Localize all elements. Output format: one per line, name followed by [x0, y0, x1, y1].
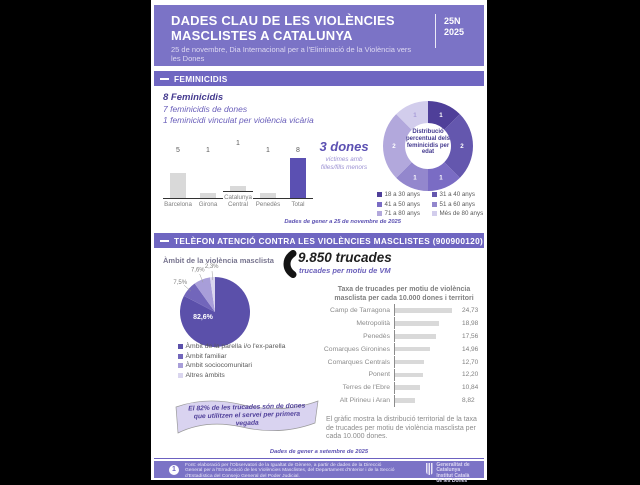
bar-value: 5: [176, 147, 180, 154]
taxa-row: [304, 356, 478, 369]
bar-category-label: Catalunya Central: [224, 194, 252, 208]
legend-label: Altres àmbits: [185, 371, 225, 379]
ambit-pie-title: Àmbit de la violència masclista: [163, 256, 274, 265]
taxa-category-label: Comarques Gironines: [323, 345, 390, 353]
feminicidis-total: 8 Feminicidis: [163, 92, 224, 103]
legend-label: Àmbit sociocomunitari: [185, 362, 252, 370]
taxa-row: [304, 368, 478, 381]
age-donut-center-label: Distribució percentual dels feminicidis per edat: [405, 129, 450, 156]
footer-divider: [154, 458, 484, 459]
header-separator: [435, 14, 436, 48]
legend-swatch: [377, 202, 382, 207]
taxa-row: [304, 343, 478, 356]
bar: [200, 193, 216, 198]
logo-org: Generalitat de Catalunya: [436, 462, 470, 474]
taxa-category-label: Camp de Tarragona: [330, 306, 390, 314]
legend-item: [178, 343, 285, 350]
victims-highlight-caption: víctimes amb filles/fills menors: [320, 156, 368, 171]
bar-column: [163, 147, 193, 208]
taxa-category-label: Metropolità: [356, 319, 390, 327]
legend-swatch: [432, 192, 437, 197]
bar-value: 1: [206, 147, 210, 154]
taxa-category-label: Alt Pirineu i Aran: [339, 397, 390, 405]
bar-value: 8: [296, 147, 300, 154]
legend-item: [377, 191, 432, 198]
age-donut-legend: [377, 191, 492, 217]
bar: [170, 173, 186, 198]
header-banner: [154, 5, 484, 66]
pie-slice-label: 2,3%: [204, 264, 219, 271]
donut-segment-value: 2: [392, 143, 396, 151]
calls-count: 9.850 trucades: [298, 250, 392, 265]
bar-category-label: Total: [291, 201, 305, 208]
taxa-value: 12,70: [462, 358, 479, 366]
taxa-category-label: Ponent: [368, 371, 390, 379]
bar: [395, 385, 420, 390]
taxa-row: [304, 317, 478, 330]
legend-label: 51 a 60 anys: [439, 200, 475, 208]
taxa-row: [304, 381, 478, 394]
donut-segment-value: 1: [413, 174, 417, 182]
taxa-category-label: Penedès: [363, 332, 390, 340]
legend-item: [432, 210, 492, 217]
legend-swatch: [432, 211, 437, 216]
ambit-pie-legend: [178, 343, 285, 381]
feminicidis-dones: 7 feminicidis de dones: [163, 104, 248, 114]
bar-category-label: Girona: [198, 201, 218, 208]
feminicidis-bar-chart: [163, 140, 315, 208]
legend-swatch: [377, 211, 382, 216]
bar: [395, 321, 439, 326]
bar: [260, 193, 276, 198]
legend-label: Més de 80 anys: [439, 210, 484, 217]
bar: [395, 398, 415, 403]
legend-swatch: [178, 344, 183, 349]
victims-highlight-number: 3 dones: [319, 139, 369, 154]
logo-line2: Institut Català: [436, 472, 470, 479]
logo-line3: de les Dones: [436, 478, 468, 485]
legend-swatch: [178, 373, 183, 378]
taxa-value: 24,73: [462, 306, 479, 314]
infographic-page: [151, 0, 487, 485]
legend-item: [178, 353, 285, 360]
legend-label: 71 a 80 anys: [384, 210, 420, 217]
taxa-category-label: Terres de l'Ebre: [342, 384, 390, 392]
bar: [395, 308, 452, 313]
taxa-row: [304, 304, 478, 317]
section-telefon-header: [154, 233, 484, 248]
legend-label: 31 a 40 anys: [439, 191, 475, 198]
bar-value: 1: [266, 147, 270, 154]
bar: [395, 347, 430, 352]
legend-swatch: [377, 192, 382, 197]
legend-item: [178, 362, 285, 369]
legend-label: 18 a 30 anys: [384, 191, 420, 198]
bar-column: [193, 147, 223, 208]
source-text: Font: elaboració per l'Observatori de la Igualtat de Gènere, a partir de dades de la Direcció General per a l'Erradicació de les Violències Masclistes, del Departament d'Interior i de la Secció d'Estadística del Consejo General del Poder Judicial.: [185, 463, 395, 479]
pie-slice-label: 7,6%: [190, 267, 205, 274]
logo-text: [436, 463, 484, 485]
donut-segment-value: 1: [439, 111, 443, 119]
taxa-value: 17,56: [462, 332, 479, 340]
footnote-marker-icon: 1: [169, 465, 179, 475]
taxa-category-label: Comarques Centrals: [327, 358, 390, 366]
donut-segment-value: 1: [439, 174, 443, 182]
bar-column: [253, 147, 283, 208]
senyera-icon: [426, 463, 433, 475]
dash-icon: [160, 240, 169, 242]
legend-item: [178, 372, 285, 379]
legend-label: Àmbit familiar: [185, 352, 227, 360]
bar-category-label: Penedès: [255, 201, 281, 208]
logo: [426, 463, 484, 485]
taxa-value: 12,20: [462, 371, 479, 379]
taxa-bar-chart: [304, 304, 478, 407]
section-feminicidis-title: FEMINICIDIS: [174, 74, 228, 84]
section-telefon-title: TELÈFON ATENCIÓ CONTRA LES VIOLÈNCIES MASCLISTES (900900120): [174, 236, 484, 246]
page-title: [171, 13, 395, 43]
taxa-value: 18,98: [462, 319, 479, 327]
legend-item: [432, 191, 492, 198]
date-badge-line2: 2025: [444, 27, 465, 37]
feminicidis-footnote: Dades de gener a 25 de novembre de 2025: [284, 219, 401, 225]
page-title-line1: DADES CLAU DE LES VIOLÈNCIES: [171, 13, 395, 28]
page-title-line2: MASCLISTES A CATALUNYA: [171, 28, 353, 43]
telefon-footnote: Dades de gener a setembre de 2025: [269, 449, 369, 455]
taxa-value: 8,82: [462, 397, 475, 405]
legend-swatch: [178, 363, 183, 368]
legend-item: [432, 201, 492, 208]
legend-item: [377, 210, 432, 217]
bar: [230, 186, 246, 191]
bar-category-label: Barcelona: [164, 201, 192, 208]
bar-column: [223, 140, 253, 208]
taxa-chart-title: Taxa de trucades per motiu de violència masclista per cada 10.000 dones i territori: [334, 286, 474, 302]
donut-segment-value: 1: [413, 111, 417, 119]
bar: [290, 158, 306, 198]
taxa-row: [304, 330, 478, 343]
date-badge-line1: 25N: [444, 16, 461, 26]
taxa-row: [304, 394, 478, 407]
section-feminicidis-header: [154, 71, 484, 86]
pie-slice-label: 7,5%: [173, 279, 188, 286]
legend-swatch: [432, 202, 437, 207]
pie-slice-label: 82,6%: [193, 314, 213, 321]
taxa-value: 14,96: [462, 345, 479, 353]
phone-icon: [279, 250, 299, 278]
donut-segment-value: 2: [460, 143, 464, 151]
legend-item: [377, 201, 432, 208]
bar: [395, 360, 424, 365]
taxa-value: 10,84: [462, 384, 479, 392]
bar: [395, 373, 423, 378]
bar-value: 1: [236, 140, 240, 147]
bar-column: [283, 147, 313, 208]
date-badge: [444, 16, 464, 38]
legend-swatch: [178, 354, 183, 359]
legend-label: Àmbit de la parella i/o l'ex-parella: [185, 343, 286, 350]
bar: [395, 334, 436, 339]
dash-icon: [160, 78, 169, 80]
page-subtitle: 25 de novembre, Dia Internacional per a l'Eliminació de la Violència vers les Dones: [171, 45, 412, 63]
footer-bar: [154, 461, 484, 485]
ribbon-text: El 82% de les trucades són de dones que utilitzen el servei per primera vegada: [188, 402, 306, 428]
taxa-chart-note: El gràfic mostra la distribució territorial de la taxa de trucades per motiu de violència masclista per cada 10.000 dones.: [326, 416, 477, 441]
calls-caption: trucades per motiu de VM: [299, 266, 391, 275]
legend-label: 41 a 50 anys: [384, 200, 420, 208]
feminicidis-vicaria: 1 feminicidi vinculat per violència vicària: [163, 115, 314, 125]
